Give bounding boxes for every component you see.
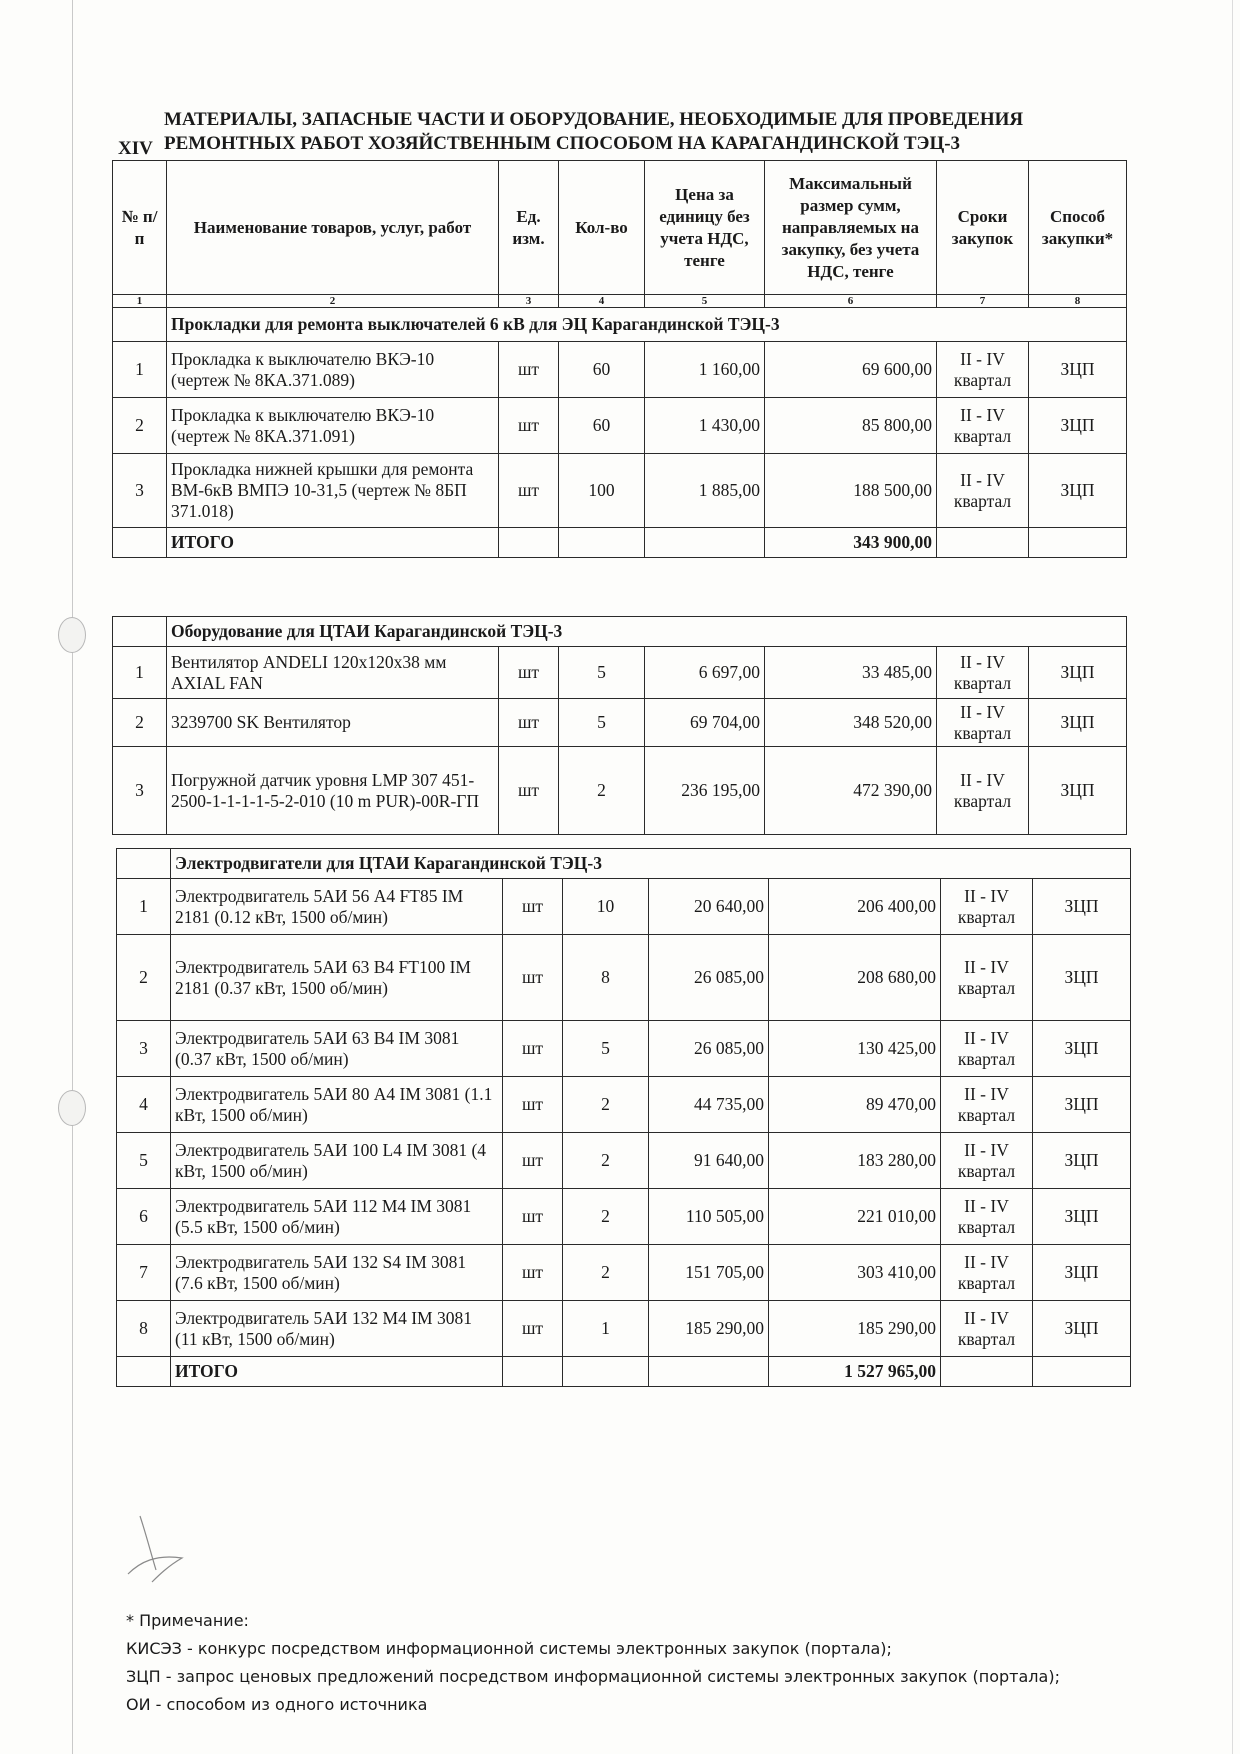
cell-sum: 183 280,00 bbox=[769, 1133, 941, 1189]
cell-name: Электродвигатель 5АИ 63 В4 FT100 IM 2181 (0.37 кВт, 1500 об/мин) bbox=[171, 935, 503, 1021]
table-row bbox=[113, 398, 1127, 454]
footnote-line: ОИ - способом из одного источника bbox=[126, 1695, 428, 1714]
cell-unit: шт bbox=[503, 879, 563, 935]
cell-n: 2 bbox=[113, 699, 167, 747]
group-title: Оборудование для ЦТАИ Карагандинской ТЭЦ-3 bbox=[167, 617, 1127, 647]
col-number: 4 bbox=[559, 295, 645, 308]
total-row bbox=[113, 528, 1127, 558]
cell-method: ЗЦП bbox=[1033, 1189, 1131, 1245]
cell-term: II - IV квартал bbox=[941, 1077, 1033, 1133]
section-title bbox=[164, 108, 1023, 156]
cell-price: 185 290,00 bbox=[649, 1301, 769, 1357]
cell-sum: 69 600,00 bbox=[765, 342, 937, 398]
cell-n: 3 bbox=[117, 1021, 171, 1077]
cell-qty: 2 bbox=[559, 747, 645, 835]
col-number: 8 bbox=[1029, 295, 1127, 308]
margin-line bbox=[72, 0, 73, 1754]
table-row bbox=[117, 879, 1131, 935]
cell-name: Прокладка нижней крышки для ремонта ВМ-6кВ ВМПЭ 10-31,5 (чертеж № 8БП 371.018) bbox=[167, 454, 499, 528]
cell-n: 8 bbox=[117, 1301, 171, 1357]
footnote-line: ЗЦП - запрос ценовых предложений посредством информационной системы электронных закупок (портала); bbox=[126, 1667, 1060, 1686]
group-title: Прокладки для ремонта выключателей 6 кВ для ЭЦ Карагандинской ТЭЦ-3 bbox=[167, 308, 1127, 342]
table-row bbox=[117, 1077, 1131, 1133]
cell-name: 3239700 SK Вентилятор bbox=[167, 699, 499, 747]
table-row bbox=[113, 647, 1127, 699]
cell-n: 2 bbox=[113, 398, 167, 454]
cell-name: Электродвигатель 5АИ 56 А4 FT85 IM 2181 (0.12 кВт, 1500 об/мин) bbox=[171, 879, 503, 935]
cell-qty: 5 bbox=[563, 1021, 649, 1077]
cell-qty: 1 bbox=[563, 1301, 649, 1357]
punch-hole bbox=[58, 1090, 86, 1126]
cell-term: II - IV квартал bbox=[941, 1133, 1033, 1189]
cell-sum: 472 390,00 bbox=[765, 747, 937, 835]
cell-name: Погружной датчик уровня LMP 307 451-2500-1-1-1-1-5-2-010 (10 m PUR)-00R-ГП bbox=[167, 747, 499, 835]
total-row bbox=[117, 1357, 1131, 1387]
cell-name: Электродвигатель 5АИ 80 А4 IM 3081 (1.1 кВт, 1500 об/мин) bbox=[171, 1077, 503, 1133]
col-header: Сроки закупок bbox=[937, 161, 1029, 295]
cell-price: 44 735,00 bbox=[649, 1077, 769, 1133]
cell-sum: 303 410,00 bbox=[769, 1245, 941, 1301]
cell-qty: 100 bbox=[559, 454, 645, 528]
cell-name: Электродвигатель 5АИ 112 М4 IM 3081 (5.5 кВт, 1500 об/мин) bbox=[171, 1189, 503, 1245]
cell-unit: шт bbox=[503, 935, 563, 1021]
cell-price: 91 640,00 bbox=[649, 1133, 769, 1189]
cell-method: ЗЦП bbox=[1033, 1077, 1131, 1133]
cell-sum: 188 500,00 bbox=[765, 454, 937, 528]
cell-term: II - IV квартал bbox=[937, 454, 1029, 528]
cell-name: Электродвигатель 5АИ 100 L4 IM 3081 (4 кВт, 1500 об/мин) bbox=[171, 1133, 503, 1189]
cell-price: 110 505,00 bbox=[649, 1189, 769, 1245]
cell-qty: 2 bbox=[563, 1077, 649, 1133]
cell-method: ЗЦП bbox=[1029, 699, 1127, 747]
cell-n: 1 bbox=[113, 647, 167, 699]
cell-term: II - IV квартал bbox=[937, 398, 1029, 454]
cell-unit: шт bbox=[503, 1301, 563, 1357]
cell-name: Вентилятор ANDELI 120x120x38 мм AXIAL FAN bbox=[167, 647, 499, 699]
col-number: 2 bbox=[167, 295, 499, 308]
cell-method: ЗЦП bbox=[1033, 1301, 1131, 1357]
cell-unit: шт bbox=[499, 747, 559, 835]
cell-qty: 5 bbox=[559, 647, 645, 699]
cell-n: 1 bbox=[117, 879, 171, 935]
group-title-row bbox=[113, 617, 1127, 647]
col-header: Ед. изм. bbox=[499, 161, 559, 295]
col-number: 6 bbox=[765, 295, 937, 308]
col-number: 7 bbox=[937, 295, 1029, 308]
col-number: 3 bbox=[499, 295, 559, 308]
table-row bbox=[117, 1021, 1131, 1077]
cell-method: ЗЦП bbox=[1029, 398, 1127, 454]
cell-name: Электродвигатель 5АИ 132 S4 IM 3081 (7.6 кВт, 1500 об/мин) bbox=[171, 1245, 503, 1301]
table-row bbox=[113, 699, 1127, 747]
table-row bbox=[113, 342, 1127, 398]
col-header: Кол-во bbox=[559, 161, 645, 295]
cell-price: 69 704,00 bbox=[645, 699, 765, 747]
table-row bbox=[117, 1189, 1131, 1245]
cell-name: Прокладка к выключателю ВКЭ-10 (чертеж № 8КА.371.091) bbox=[167, 398, 499, 454]
cell-price: 1 160,00 bbox=[645, 342, 765, 398]
col-header: Максимальный размер сумм, направляемых на закупку, без учета НДС, тенге bbox=[765, 161, 937, 295]
cell-term: II - IV квартал bbox=[937, 699, 1029, 747]
cell-sum: 206 400,00 bbox=[769, 879, 941, 935]
cell-method: ЗЦП bbox=[1029, 747, 1127, 835]
col-header: Цена за единицу без учета НДС, тенге bbox=[645, 161, 765, 295]
cell-method: ЗЦП bbox=[1029, 454, 1127, 528]
cell-sum: 85 800,00 bbox=[765, 398, 937, 454]
column-number-row bbox=[113, 295, 1127, 308]
cell-term: II - IV квартал bbox=[941, 935, 1033, 1021]
cell-method: ЗЦП bbox=[1033, 1133, 1131, 1189]
cell-term: II - IV квартал bbox=[941, 1301, 1033, 1357]
cell-qty: 60 bbox=[559, 398, 645, 454]
table-row bbox=[117, 1301, 1131, 1357]
margin-line-right bbox=[1232, 0, 1233, 1754]
cell-price: 6 697,00 bbox=[645, 647, 765, 699]
cell-unit: шт bbox=[503, 1021, 563, 1077]
total-label: ИТОГО bbox=[167, 528, 499, 558]
cell-name: Прокладка к выключателю ВКЭ-10 (чертеж № 8КА.371.089) bbox=[167, 342, 499, 398]
cell-method: ЗЦП bbox=[1033, 935, 1131, 1021]
cell-unit: шт bbox=[499, 342, 559, 398]
cell-term: II - IV квартал bbox=[937, 747, 1029, 835]
cell-n: 4 bbox=[117, 1077, 171, 1133]
cell-unit: шт bbox=[499, 699, 559, 747]
col-number: 5 bbox=[645, 295, 765, 308]
punch-hole bbox=[58, 617, 86, 653]
total-value: 1 527 965,00 bbox=[769, 1357, 941, 1387]
footnote-line: КИСЭЗ - конкурс посредством информационной системы электронных закупок (портала); bbox=[126, 1639, 892, 1658]
cell-unit: шт bbox=[503, 1133, 563, 1189]
cell-price: 26 085,00 bbox=[649, 1021, 769, 1077]
cell-sum: 89 470,00 bbox=[769, 1077, 941, 1133]
cell-sum: 130 425,00 bbox=[769, 1021, 941, 1077]
section-number: XIV bbox=[118, 138, 153, 159]
group-title: Электродвигатели для ЦТАИ Карагандинской ТЭЦ-3 bbox=[171, 849, 1131, 879]
cell-qty: 10 bbox=[563, 879, 649, 935]
cell-method: ЗЦП bbox=[1029, 342, 1127, 398]
cell-qty: 8 bbox=[563, 935, 649, 1021]
cell-name: Электродвигатель 5АИ 63 В4 IM 3081 (0.37 кВт, 1500 об/мин) bbox=[171, 1021, 503, 1077]
cell-term: II - IV квартал bbox=[941, 879, 1033, 935]
cell-term: II - IV квартал bbox=[941, 1189, 1033, 1245]
group-title-row bbox=[117, 849, 1131, 879]
footnote bbox=[126, 1607, 1060, 1719]
cell-price: 151 705,00 bbox=[649, 1245, 769, 1301]
cell-price: 236 195,00 bbox=[645, 747, 765, 835]
cell-method: ЗЦП bbox=[1029, 647, 1127, 699]
table-motors bbox=[116, 848, 1131, 1387]
cell-qty: 5 bbox=[559, 699, 645, 747]
cell-term: II - IV квартал bbox=[941, 1021, 1033, 1077]
cell-term: II - IV квартал bbox=[937, 647, 1029, 699]
table-equipment bbox=[112, 616, 1127, 835]
cell-unit: шт bbox=[499, 398, 559, 454]
col-header: Способ закупки* bbox=[1029, 161, 1127, 295]
cell-unit: шт bbox=[499, 647, 559, 699]
col-number: 1 bbox=[113, 295, 167, 308]
cell-unit: шт bbox=[503, 1245, 563, 1301]
cell-qty: 60 bbox=[559, 342, 645, 398]
cell-term: II - IV квартал bbox=[941, 1245, 1033, 1301]
table-row bbox=[117, 1245, 1131, 1301]
cell-qty: 2 bbox=[563, 1189, 649, 1245]
cell-n: 7 bbox=[117, 1245, 171, 1301]
cell-n: 2 bbox=[117, 935, 171, 1021]
cell-price: 20 640,00 bbox=[649, 879, 769, 935]
cell-method: ЗЦП bbox=[1033, 1245, 1131, 1301]
signature-mark bbox=[120, 1510, 210, 1590]
table-row bbox=[113, 747, 1127, 835]
cell-sum: 221 010,00 bbox=[769, 1189, 941, 1245]
cell-n: 5 bbox=[117, 1133, 171, 1189]
section-title-line2: РЕМОНТНЫХ РАБОТ ХОЗЯЙСТВЕННЫМ СПОСОБОМ НА КАРАГАНДИНСКОЙ ТЭЦ-3 bbox=[164, 133, 961, 154]
total-value: 343 900,00 bbox=[765, 528, 937, 558]
table-gaskets bbox=[112, 160, 1127, 558]
cell-qty: 2 bbox=[563, 1133, 649, 1189]
group-title-row bbox=[113, 308, 1127, 342]
cell-price: 26 085,00 bbox=[649, 935, 769, 1021]
cell-method: ЗЦП bbox=[1033, 879, 1131, 935]
cell-n: 6 bbox=[117, 1189, 171, 1245]
cell-sum: 208 680,00 bbox=[769, 935, 941, 1021]
cell-sum: 348 520,00 bbox=[765, 699, 937, 747]
section-title-line1: МАТЕРИАЛЫ, ЗАПАСНЫЕ ЧАСТИ И ОБОРУДОВАНИЕ, НЕОБХОДИМЫЕ ДЛЯ ПРОВЕДЕНИЯ bbox=[164, 109, 1024, 130]
cell-price: 1 885,00 bbox=[645, 454, 765, 528]
cell-qty: 2 bbox=[563, 1245, 649, 1301]
cell-unit: шт bbox=[499, 454, 559, 528]
cell-n: 3 bbox=[113, 454, 167, 528]
cell-term: II - IV квартал bbox=[937, 342, 1029, 398]
total-label: ИТОГО bbox=[171, 1357, 503, 1387]
table-row bbox=[117, 1133, 1131, 1189]
table-header-row bbox=[113, 161, 1127, 295]
cell-method: ЗЦП bbox=[1033, 1021, 1131, 1077]
table-row bbox=[113, 454, 1127, 528]
col-header: № п/п bbox=[113, 161, 167, 295]
cell-n: 1 bbox=[113, 342, 167, 398]
cell-sum: 185 290,00 bbox=[769, 1301, 941, 1357]
footnote-heading: * Примечание: bbox=[126, 1611, 249, 1630]
cell-unit: шт bbox=[503, 1189, 563, 1245]
cell-name: Электродвигатель 5АИ 132 М4 IM 3081 (11 кВт, 1500 об/мин) bbox=[171, 1301, 503, 1357]
cell-price: 1 430,00 bbox=[645, 398, 765, 454]
cell-sum: 33 485,00 bbox=[765, 647, 937, 699]
table-row bbox=[117, 935, 1131, 1021]
cell-unit: шт bbox=[503, 1077, 563, 1133]
cell-n: 3 bbox=[113, 747, 167, 835]
col-header: Наименование товаров, услуг, работ bbox=[167, 161, 499, 295]
